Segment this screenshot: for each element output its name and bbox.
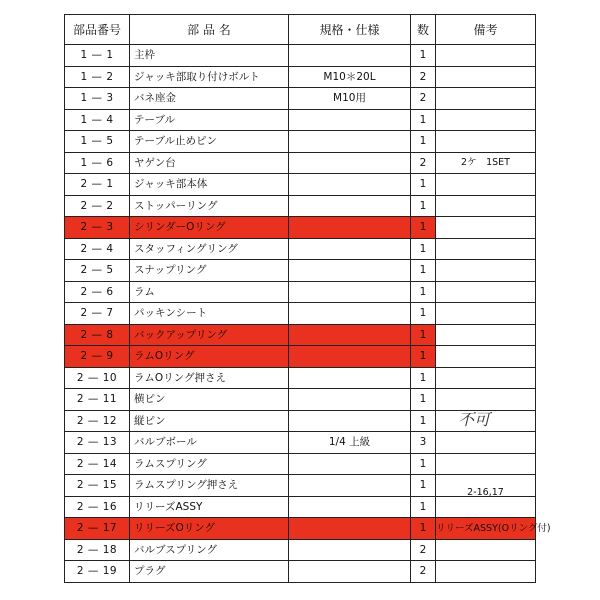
table-row [65,453,536,475]
part-no-cell: 1 — 1 [65,45,130,67]
part-name-cell: バルブスプリング [130,539,289,561]
part-no-cell: 2 — 6 [65,281,130,303]
spec-cell [289,260,411,282]
note-cell [436,238,536,260]
part-no-cell: 2 — 18 [65,539,130,561]
note-cell [436,432,536,454]
table-row [65,66,536,88]
part-name-cell: ジャッキ部取り付けボルト [130,66,289,88]
part-name-cell: スタッフィングリング [130,238,289,260]
qty-cell: 1 [411,45,436,67]
part-name-cell: ストッパーリング [130,195,289,217]
table-row [65,45,536,67]
handwritten-mark: 不可 [458,409,491,429]
part-no-cell: 1 — 3 [65,88,130,110]
spec-cell [289,367,411,389]
part-name-cell: テーブル止めピン [130,131,289,153]
qty-cell: 1 [411,131,436,153]
part-no-cell: 2 — 16 [65,496,130,518]
part-name-cell: ラム [130,281,289,303]
table-row [65,432,536,454]
spec-cell [289,346,411,368]
qty-cell: 1 [411,217,436,239]
table-row [65,496,536,518]
spec-cell [289,152,411,174]
note-reference: 2-16,17 [467,486,504,498]
qty-cell: 1 [411,453,436,475]
note-cell [436,174,536,196]
qty-cell: 1 [411,410,436,432]
spec-cell [289,539,411,561]
note-cell [436,131,536,153]
note-cell [436,66,536,88]
note-cell [436,539,536,561]
qty-cell: 1 [411,346,436,368]
part-name-cell: スナップリング [130,260,289,282]
qty-cell: 2 [411,66,436,88]
header-note: 備考 [436,15,536,45]
part-name-cell: プラグ [130,561,289,583]
qty-cell: 1 [411,174,436,196]
table-header-row [65,15,536,45]
note-cell [436,281,536,303]
note-cell [436,561,536,583]
qty-cell: 3 [411,432,436,454]
note-cell [436,410,536,432]
part-no-cell: 1 — 5 [65,131,130,153]
table-row [65,195,536,217]
spec-cell [289,453,411,475]
parts-list-table [64,14,551,583]
part-no-cell: 2 — 9 [65,346,130,368]
table-row [65,174,536,196]
header-qty: 数 [411,15,436,45]
spec-cell [289,496,411,518]
part-name-cell: パッキンシート [130,303,289,325]
qty-cell: 1 [411,367,436,389]
note-cell [436,195,536,217]
qty-cell: 1 [411,260,436,282]
note-cell [436,367,536,389]
part-no-cell: 2 — 7 [65,303,130,325]
qty-cell: 1 [411,195,436,217]
table-row [65,281,536,303]
part-no-cell: 2 — 2 [65,195,130,217]
part-name-cell: リリーズASSY [130,496,289,518]
note-cell [436,45,536,67]
part-no-cell: 2 — 12 [65,410,130,432]
part-name-cell: 主枠 [130,45,289,67]
part-no-cell: 2 — 8 [65,324,130,346]
spec-cell [289,475,411,497]
qty-cell: 2 [411,152,436,174]
qty-cell: 2 [411,561,436,583]
part-name-cell: ラムOリング押さえ [130,367,289,389]
spec-cell: M10＊20L [289,66,411,88]
qty-cell: 1 [411,303,436,325]
part-name-cell: シリンダーOリング [130,217,289,239]
part-no-cell: 2 — 3 [65,217,130,239]
qty-cell: 1 [411,238,436,260]
spec-cell [289,45,411,67]
spec-cell: M10用 [289,88,411,110]
note-cell [436,453,536,475]
qty-cell: 1 [411,518,436,540]
qty-cell: 1 [411,109,436,131]
spec-cell [289,303,411,325]
spec-cell [289,217,411,239]
table-row [65,217,536,239]
part-name-cell: リリーズOリング [130,518,289,540]
spec-cell [289,561,411,583]
table-row [65,238,536,260]
part-name-cell: 横ピン [130,389,289,411]
part-name-cell: ラムスプリング [130,453,289,475]
spec-cell [289,281,411,303]
note-text: 2ケ 1SET [461,157,510,168]
part-no-cell: 1 — 2 [65,66,130,88]
table-row [65,561,536,583]
part-no-cell: 1 — 4 [65,109,130,131]
qty-cell: 2 [411,539,436,561]
note-cell [436,324,536,346]
note-cell [436,260,536,282]
part-no-cell: 2 — 10 [65,367,130,389]
note-cell [436,389,536,411]
spec-cell [289,518,411,540]
spec-cell [289,195,411,217]
table-row [65,324,536,346]
note-cell [436,346,536,368]
table-row [65,346,536,368]
part-name-cell: ラムスプリング押さえ [130,475,289,497]
table-row [65,389,536,411]
part-name-cell: バネ座金 [130,88,289,110]
part-no-cell: 2 — 14 [65,453,130,475]
qty-cell: 1 [411,389,436,411]
part-name-cell: テーブル [130,109,289,131]
qty-cell: 1 [411,475,436,497]
qty-cell: 1 [411,324,436,346]
part-no-cell: 2 — 13 [65,432,130,454]
part-no-cell: 2 — 19 [65,561,130,583]
part-no-cell: 1 — 6 [65,152,130,174]
part-name-cell: バルブボール [130,432,289,454]
note-cell [436,217,536,239]
spec-cell: 1/4 上級 [289,432,411,454]
note-cell [436,518,551,540]
table-row [65,303,536,325]
part-no-cell: 2 — 5 [65,260,130,282]
note-cell [436,152,536,174]
part-name-cell: ヤゲン台 [130,152,289,174]
note-text: リリーズASSY(Oリング付) [436,522,551,534]
part-no-cell: 2 — 11 [65,389,130,411]
spec-cell [289,109,411,131]
spec-cell [289,389,411,411]
header-spec: 規格・仕様 [289,15,411,45]
header-part-name: 部 品 名 [130,15,289,45]
note-cell [436,109,536,131]
note-cell [436,303,536,325]
table-row [65,109,536,131]
spec-cell [289,410,411,432]
part-no-cell: 2 — 17 [65,518,130,540]
table-row [65,539,536,561]
header-part-no: 部品番号 [65,15,130,45]
table-row [65,88,536,110]
spec-cell [289,238,411,260]
spec-cell [289,174,411,196]
table-row [65,131,536,153]
table-row [65,152,536,174]
table-row [65,260,536,282]
part-no-cell: 2 — 1 [65,174,130,196]
note-cell [436,486,536,518]
part-no-cell: 2 — 15 [65,475,130,497]
part-name-cell: 縦ピン [130,410,289,432]
note-cell [436,88,536,110]
table-row [65,518,536,540]
table-body [65,45,551,583]
qty-cell: 2 [411,88,436,110]
qty-cell: 1 [411,496,436,518]
qty-cell: 1 [411,281,436,303]
part-no-cell: 2 — 4 [65,238,130,260]
spec-cell [289,324,411,346]
part-name-cell: ジャッキ部本体 [130,174,289,196]
spec-cell [289,131,411,153]
part-name-cell: バックアップリング [130,324,289,346]
part-name-cell: ラムOリング [130,346,289,368]
table-row [65,410,536,432]
table-row [65,367,536,389]
